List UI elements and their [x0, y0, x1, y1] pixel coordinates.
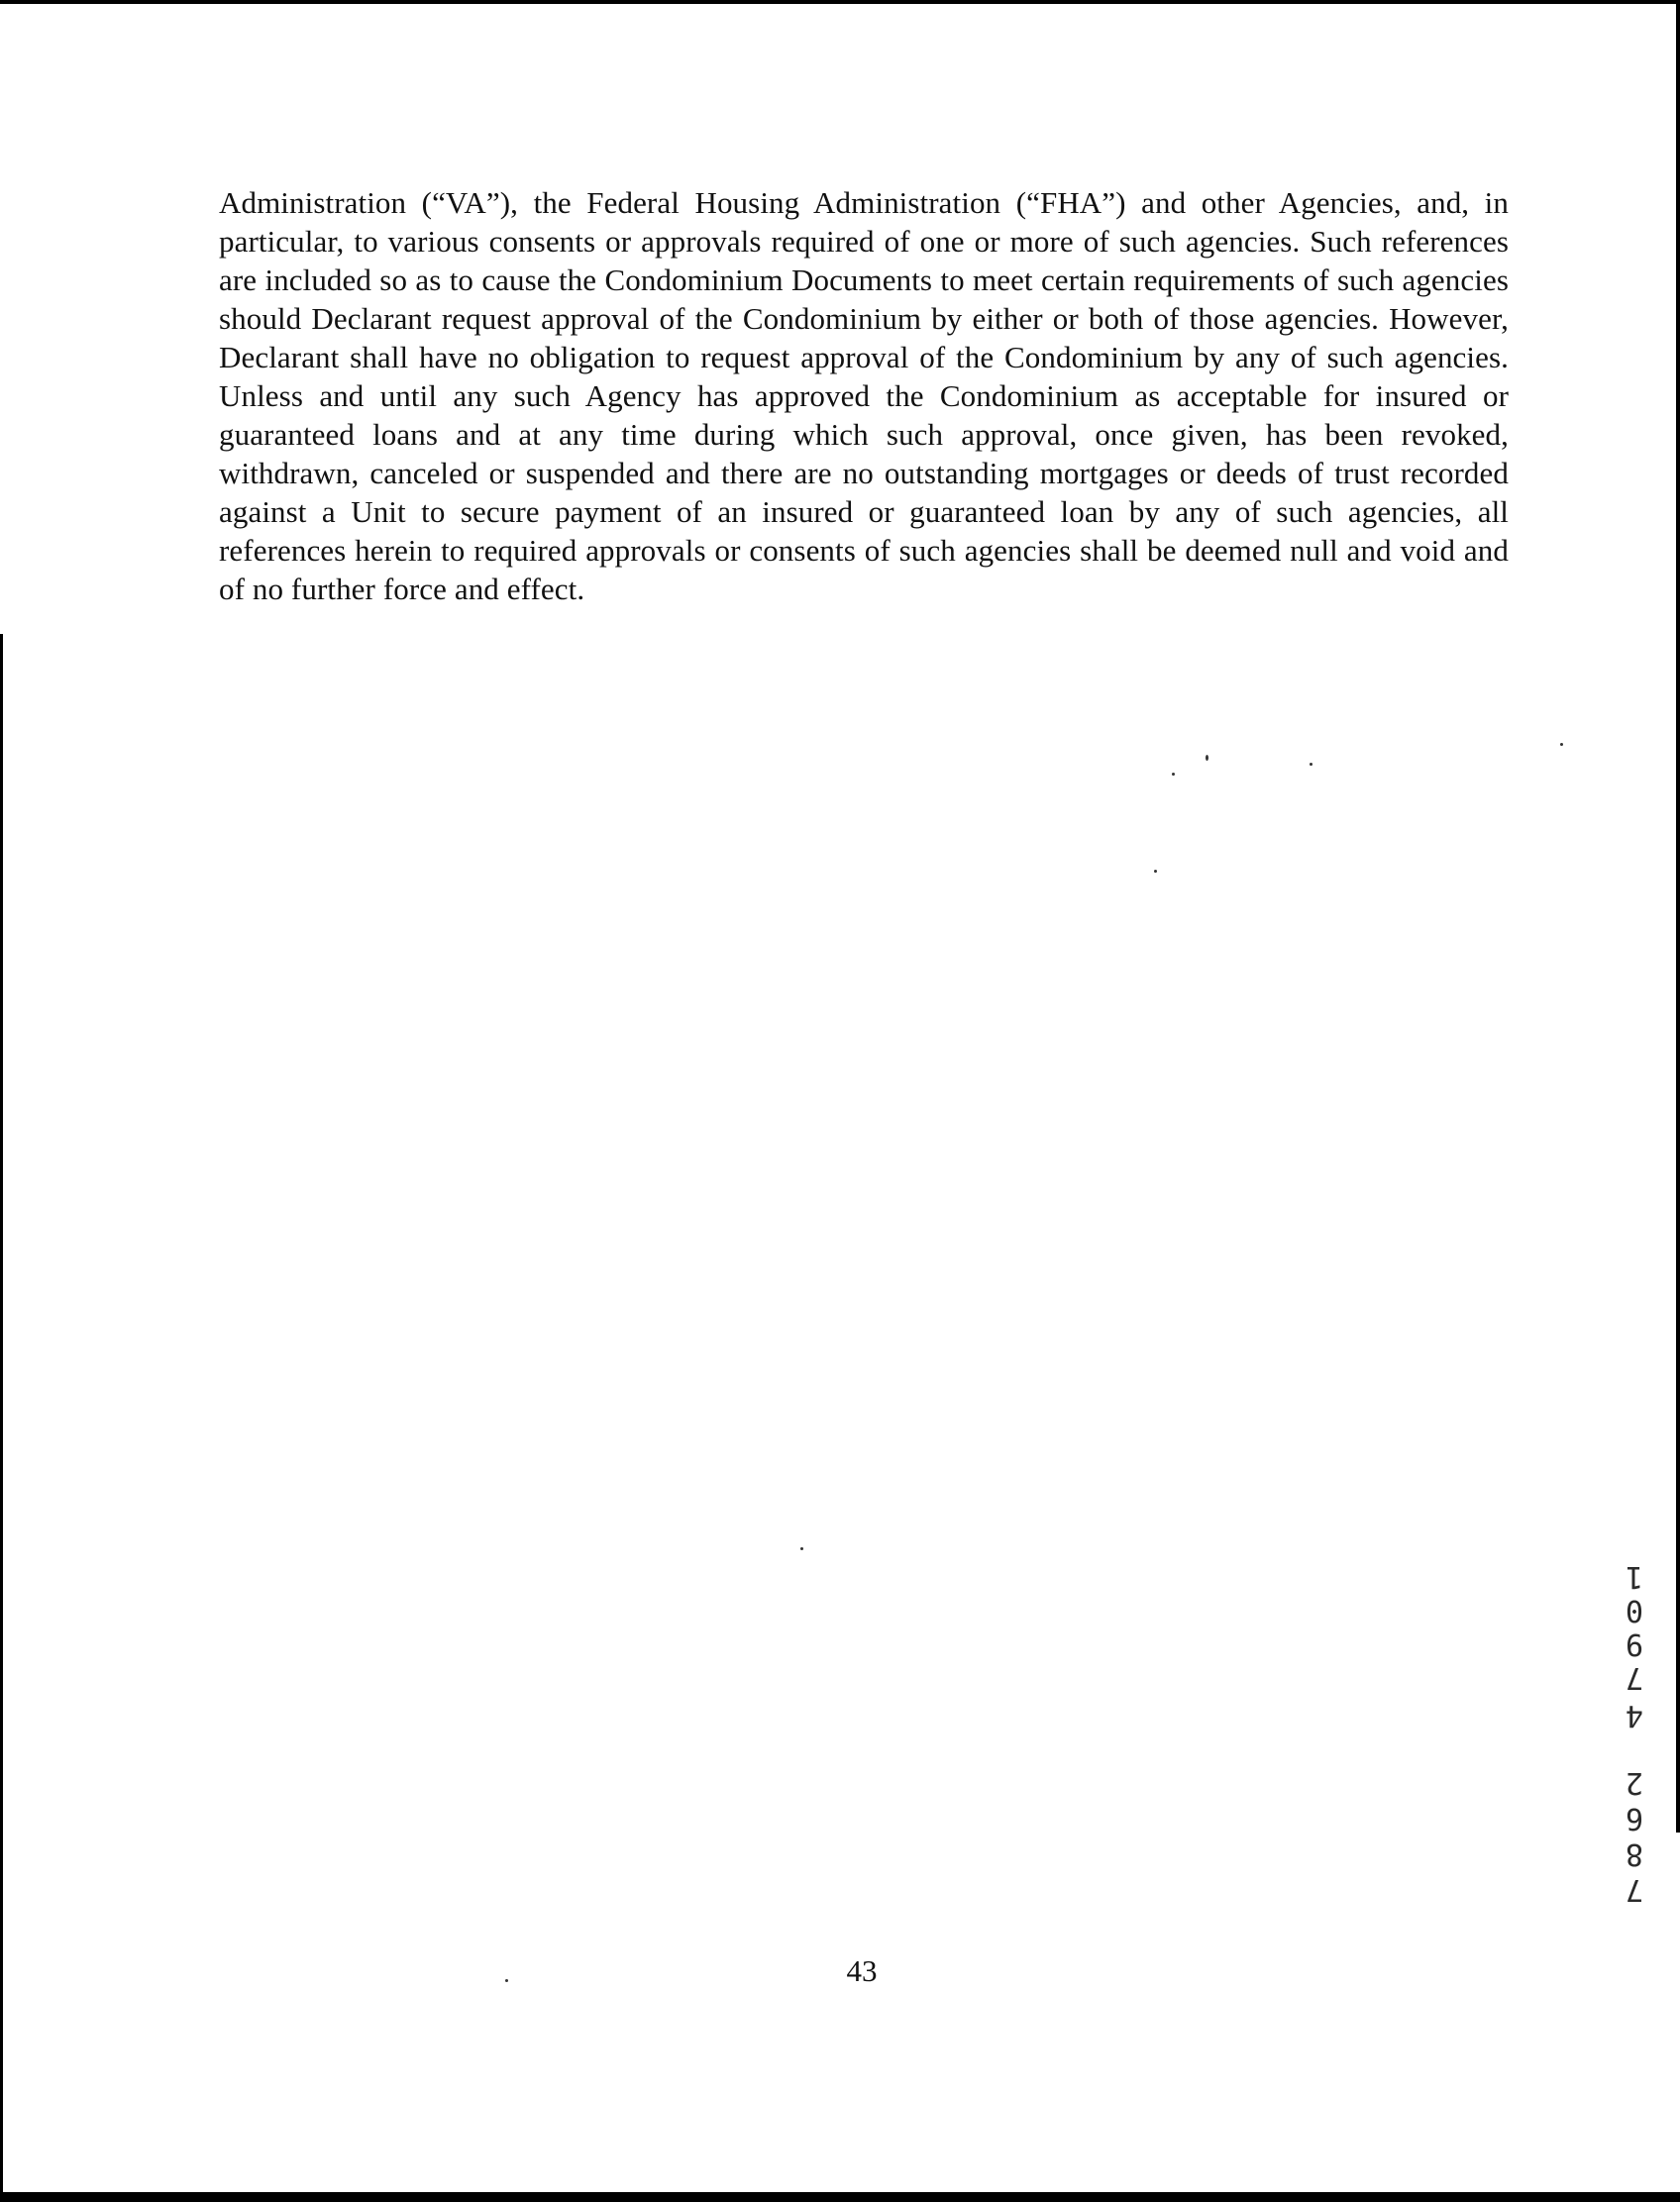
scan-speck [800, 1547, 803, 1550]
scan-speck [1206, 755, 1208, 761]
stamp-digit: 8 [1625, 1836, 1644, 1871]
recording-stamp [1605, 1560, 1664, 1917]
stamp-digit: 7 [1625, 1660, 1644, 1695]
stamp-digit: 7 [1625, 1872, 1644, 1907]
page-number: 43 [846, 1953, 878, 1988]
scan-speck [1560, 743, 1563, 746]
stamp-digit: 1 [1625, 1559, 1644, 1594]
scan-speck [1172, 773, 1175, 776]
scan-speck [1154, 870, 1157, 873]
scan-border-right [1676, 0, 1680, 1833]
stamp-digit: 4 [1625, 1698, 1644, 1732]
scan-speck [1310, 763, 1312, 766]
scan-border-bottom [0, 2192, 1680, 2202]
stamp-digit: 2 [1625, 1765, 1644, 1800]
scan-border-top [0, 0, 1680, 4]
stamp-digit: 6 [1625, 1801, 1644, 1835]
body-paragraph: Administration (“VA”), the Federal Housing Administration (“FHA”) and other Agencies, and, in particular, to various consents or approvals required of one or more of such agencies. Such references are included so as to cause the Condominium Documents to meet certain requirements of such agencies should Declarant request approval of the Condominium by either or both of those agencies. However, Declarant shall have no obligation to request approval of the Condominium by any of such agencies. Unless and until any such Agency has approved the Condominium as acceptable for insured or guaranteed loans and at any time during which such approval, once given, has been revoked, withdrawn, canceled or suspended and there are no outstanding mortgages or deeds of trust recorded against a Unit to secure payment of an insured or guaranteed loan by any of such agencies, all references herein to required approvals or consents of such agencies shall be deemed null and void and of no further force and effect. [219, 185, 1509, 606]
stamp-digit: 9 [1625, 1626, 1644, 1661]
stamp-digit: 0 [1625, 1593, 1644, 1627]
